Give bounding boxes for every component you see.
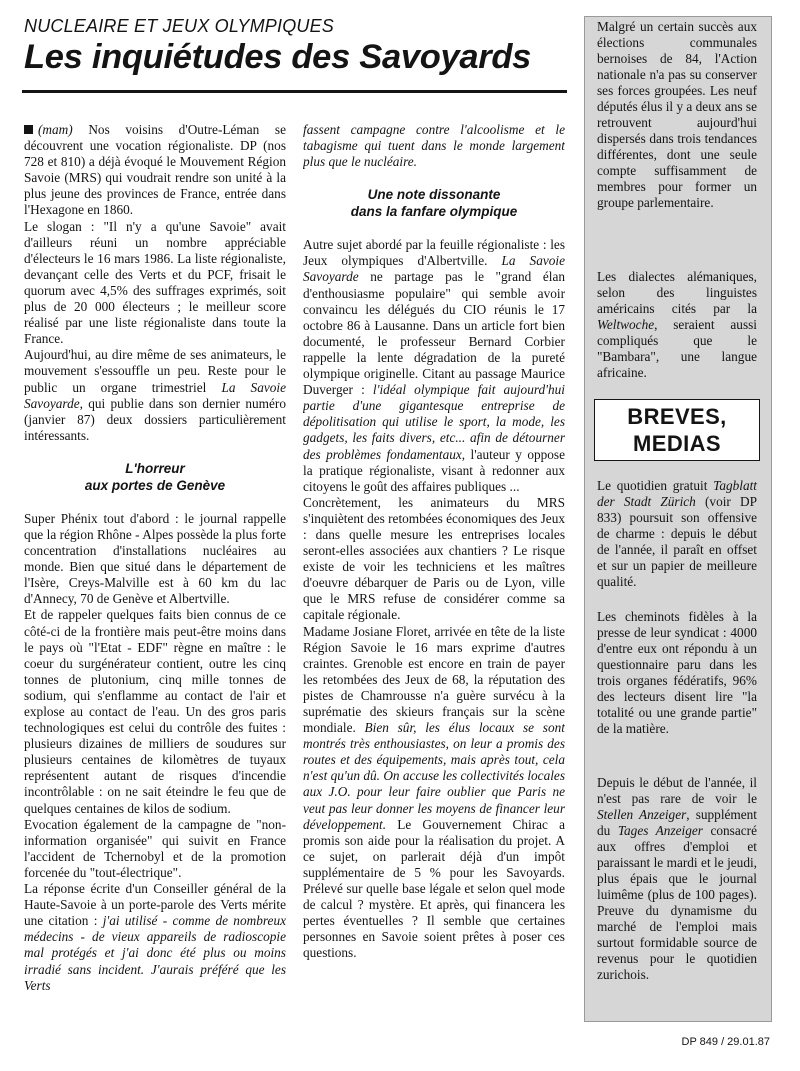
sidebar-note-dialectes: Les dialectes alémaniques, selon des linguistes américains cités par la Weltwoche, seraient aussi compliqués que le "Bambara", une langue africaine. bbox=[597, 269, 757, 380]
section-title-breves-medias: BREVES, MEDIAS bbox=[594, 399, 760, 461]
article-paragraph: Super Phénix tout d'abord : le journal rappelle que la région Rhône - Alpes possède la plus forte concentration d'installations nucléaires au monde. Bien que situé dans le département de l'Isère, Creys-Malville est à 60 km du lac d'Annecy, 70 de Genève et Albertville. bbox=[24, 510, 286, 607]
article-paragraph-intro: (mam) Nos voisins d'Outre-Léman se découvrent une vocation régionaliste. DP (nos 728 et 810) a déjà évoqué le Mouvement Région Savoie (MRS) qui voudrait rendre son unité à la plus jeune des provinces de France, entrée dans l'Hexagone en 1860. bbox=[24, 122, 286, 218]
sidebar-note-stellen-anzeiger: Depuis le début de l'année, il n'est pas rare de voir le Stellen Anzeiger, supplément du Tages Anzeiger consacré aux offres d'emploi et paraissant le mardi et le jeudi, plus épais que le journal luimême (plus de 100 pages). Preuve du dynamisme du marché de l'emploi mais surtout formidable source de revenus pour le quotidien zurichois. bbox=[597, 775, 757, 982]
article-paragraph: La réponse écrite d'un Conseiller général de la Haute-Savoie à un porte-parole des Verts mérite une citation : j'ai utilisé - comme de nombreux médecins - de vieux appareils de radioscopie mal protégés et j'ai donc été plus ou moins irradié sans incident. J'aurais préféré que les Verts bbox=[24, 881, 286, 993]
sidebar-note-action-nationale: Malgré un certain succès aux élections communales bernoises de 84, l'Action nationale n'a pas su conserver ses forces groupées. Les neuf députés élus il y a deux ans se retrouvent aujourd'hui dispersés dans trois tendances différentes, dont une seule compte suffisamment de membres pour former un groupe parlementaire. bbox=[597, 19, 757, 210]
issue-footer: DP 849 / 29.01.87 bbox=[681, 1036, 770, 1048]
subheading-horreur: L'horreur aux portes de Genève bbox=[84, 460, 226, 493]
sidebar-note-tagblatt: Le quotidien gratuit Tagblatt der Stadt Zürich (voir DP 833) poursuit son offensive de charme : depuis le début de l'année, il paraît en offset et sur un papier de meilleure qualité. bbox=[597, 478, 758, 589]
publication-title: La Savoie Savoyarde bbox=[303, 253, 565, 285]
article-paragraph: Aujourd'hui, au dire même de ses animateurs, le mouvement s'essouffle un peu. Reste pour le public un organe trimestriel La Savoie Savoyarde, qui publie dans son dernier numéro (janvier 87) deux dossiers particulièrement intéressants. bbox=[24, 347, 286, 443]
article-headline: Les inquiétudes des Savoyards bbox=[24, 38, 532, 76]
subheading-note-dissonante: Une note dissonante dans la fanfare olympique bbox=[350, 187, 518, 220]
headline-rule bbox=[22, 90, 567, 93]
article-column-middle bbox=[303, 122, 565, 1042]
article-kicker: NUCLEAIRE ET JEUX OLYMPIQUES bbox=[24, 16, 335, 36]
article-column-left bbox=[24, 122, 286, 1042]
article-paragraph: Autre sujet abordé par la feuille régionaliste : les Jeux olympiques d'Albertville. La Savoie Savoyarde ne partage pas le "grand élan d'enthousiasme populaire" qui semble avoir convaincu les délégués du CIO réunis le 17 octobre 86 à Lausanne. Dans un article fort bien documenté, le professeur Bernard Corbier rappelle la lente dégradation de la pureté olympique originelle. Citant au passage Maurice Duverger : l'idéal olympique fait aujourd'hui partie d'une gigantesque entreprise de dépolitisation qui utilise le sport, la mode, les gadgets, les faits divers, etc... afin de détourner des problèmes fondamentaux, l'auteur y oppose la pratique régionaliste, visant à redonner aux citoyens le goût des affaires publiques ... bbox=[303, 237, 565, 494]
article-paragraph: Concrètement, les animateurs du MRS s'inquiètent des retombées économiques des Jeux : dans quelle mesure les entreprises locales seront-elles associées aux chantiers ? Le risque existe de voir les techniciens et les maîtres d'oeuvre débarquer de Paris ou de Lyon, ville que le MRS refuse de considérer comme sa capitale régionale. bbox=[303, 494, 565, 623]
news-sidebar bbox=[584, 16, 772, 1022]
quotation: j'ai utilisé - comme de nombreux médecins - de vieux appareils de radioscopie mal protégés et j'ai donc été plus ou moins irradié sans incident. J'aurais préféré que les Verts bbox=[24, 913, 286, 993]
publication-title: Tagblatt der Stadt Zürich bbox=[597, 478, 757, 509]
publication-title: Weltwoche bbox=[597, 317, 655, 332]
publication-title: Stellen Anzeiger bbox=[597, 807, 687, 822]
bullet-square-icon bbox=[24, 125, 33, 134]
article-paragraph: Le slogan : "Il n'y a qu'une Savoie" avait d'ailleurs réuni un nombre appréciable d'électeurs le 16 mars 1986. La liste régionaliste, devançant celle des Verts et du PCF, frisait le quorum avec 4,5% des suffrages exprimés, soit plus de 20 000 électeurs ; le meilleur score réalisé par une liste régionaliste dans toute la France. bbox=[24, 218, 286, 347]
publication-title: La Savoie Savoyarde bbox=[24, 379, 286, 411]
quotation: Bien sûr, les élus locaux se sont montrés très enthousiastes, on leur a promis des routes et des équipements, mais après tout, cela n'est qu'un dû. On accuse les collectivités locales aux J.O. pour leur faire oublier que Paris ne veut pas leur donner les moyens de financer leur développement. bbox=[303, 720, 565, 832]
publication-title: Tages Anzeiger bbox=[617, 823, 703, 838]
quotation: l'idéal olympique fait aujourd'hui partie d'une gigantesque entreprise de dépolitisation qui utilise le sport, la mode, les gadgets, les faits divers, etc... afin de détourner des problèmes fondamentaux, bbox=[303, 382, 565, 462]
article-paragraph: Evocation également de la campagne de "non-information organisée" qui suivit en France l'accident de Tchernobyl et de la promotion forcenée du "tout-électrique". bbox=[24, 816, 286, 880]
article-paragraph: Et de rappeler quelques faits bien connus de ce côté-ci de la frontière mais peut-être moins dans le pays où "l'Etat - EDF" règne en maître : le coeur du surgénérateur contient, outre les cinq tonnes de plutonium, cinq mille tonnes de sodium, qui s'enflamme au contact de l'air et explose au contact de l'eau. Un des gros paris technologiques est celui du contrôle des fuites : plusieurs dizaines de milliers de soudures sur plusieurs centaines de kilomètres de tuyaux représentent autant de risques d'incendie incontrôlable : on ne sait éteindre le feu que de quelques centaines de kilos de sodium. bbox=[24, 607, 286, 816]
quotation-continued: fassent campagne contre l'alcoolisme et le tabagisme qui tuent dans le monde largement plus que le nucléaire. bbox=[303, 122, 565, 170]
byline: (mam) bbox=[38, 122, 73, 137]
article-paragraph: Madame Josiane Floret, arrivée en tête de la liste Région Savoie le 16 mars exprime d'autres craintes. Grenoble est encore en train de payer les retombées des Jeux de 68, la réputation des pistes de Chamrousse n'a guère survécu à la suprématie des skieurs français sur la scène mondiale. Bien sûr, les élus locaux se sont montrés très enthousiastes, on leur a promis des routes et des équipements, mais après tout, cela n'est qu'un dû. On accuse les collectivités locales aux J.O. pour leur faire oublier que Paris ne veut pas leur donner les moyens de financer leur développement. Le Gouvernement Chirac a promis son aide pour la réalisation du projet. A ce sujet, on parlerait déjà d'un impôt supplémentaire de 5 % pour les Savoyards. Prélevé sur quelle base légale et selon quel mode de calcul ? mystère. Et après, qui financera les pertes éventuelles ? Il semble que certaines personnes en Savoie soient prêtes à poser ces questions. bbox=[303, 623, 565, 961]
sidebar-note-cheminots: Les cheminots fidèles à la presse de leur syndicat : 4000 d'entre eux ont répondu à un questionnaire paru dans les trois organes fédératifs, 96% des lecteurs disent lire "la totalité ou une grande partie" de la matière. bbox=[597, 609, 757, 736]
